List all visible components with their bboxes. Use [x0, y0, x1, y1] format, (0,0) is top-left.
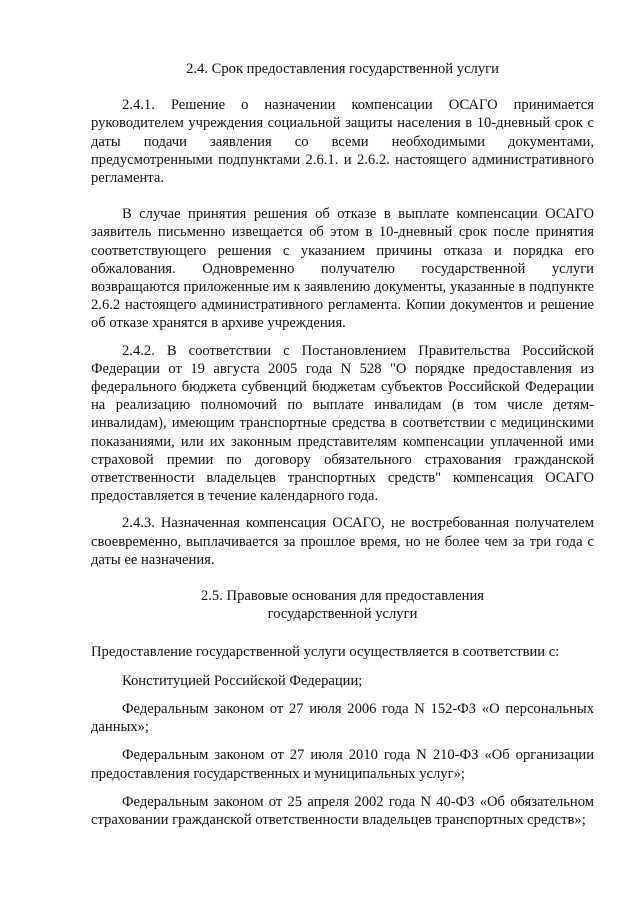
- legal-basis-40-fz: Федеральным законом от 25 апреля 2002 года N 40-ФЗ «Об обязательном страховании гражданской ответственности владельцев транспортных средств»;: [91, 793, 594, 828]
- legal-basis-152-fz: Федеральным законом от 27 июля 2006 года N 152-ФЗ «О персональных данных»;: [91, 700, 594, 736]
- paragraph-2-4-1: 2.4.1. Решение о назначении компенсации ОСАГО принимается руководителем учреждения социальной защиты населения в 10-дневный срок с даты подачи заявления со всеми необходимыми документами, предусмотренными подпунктами 2.6.1. и 2.6.2. настоящего административного регламента.: [91, 97, 594, 187]
- paragraph-legal-intro: Предоставление государственной услуги осуществляется в соответствии с:: [91, 644, 560, 661]
- legal-basis-constitution: Конституцией Российской Федерации;: [122, 672, 363, 689]
- paragraph-refusal: В случае принятия решения об отказе в выплате компенсации ОСАГО заявитель письменно извещается об этом в 10-дневный срок после принятия соответствующего решения с указанием причины отказа и порядка его обжалования. Одновременно получателю государственной услуги возвращаются приложенные им к заявлению документы, указанные в подпункте 2.6.2 настоящего административного регламента. Копии документов и решение об отказе хранятся в архиве учреждения.: [91, 206, 594, 332]
- paragraph-2-4-3: 2.4.3. Назначенная компенсация ОСАГО, не востребованная получателем своевременно, выплачивается за прошлое время, но не более чем за три года с даты ее назначения.: [91, 515, 594, 568]
- legal-basis-210-fz: Федеральным законом от 27 июля 2010 года N 210-ФЗ «Об организации предоставления государственных и муниципальных услуг»;: [91, 747, 594, 782]
- section-2-4-heading: 2.4. Срок предоставления государственной услуги: [186, 61, 499, 77]
- paragraph-2-4-2: 2.4.2. В соответствии с Постановлением Правительства Российской Федерации от 19 августа 2005 года N 528 "О порядке предоставления из федерального бюджета субвенций бюджетам субъектов Российской Федерации на реализацию полномочий по выплате инвалидам (в том числе детям-инвалидам), имеющим транспортные средства в соответствии с медицинскими показаниями, или их законным представителям компенсации уплаченной ими страховой премии по договору обязательного страхования гражданской ответственности владельцев транспортных средств" компенсация ОСАГО предоставляется в течение календарного года.: [91, 342, 594, 505]
- section-2-5-heading-line1: 2.5. Правовые основания для предоставления: [200, 588, 484, 605]
- section-2-5-heading-line2: государственной услуги: [267, 606, 418, 623]
- section-2-5-heading: [91, 587, 594, 623]
